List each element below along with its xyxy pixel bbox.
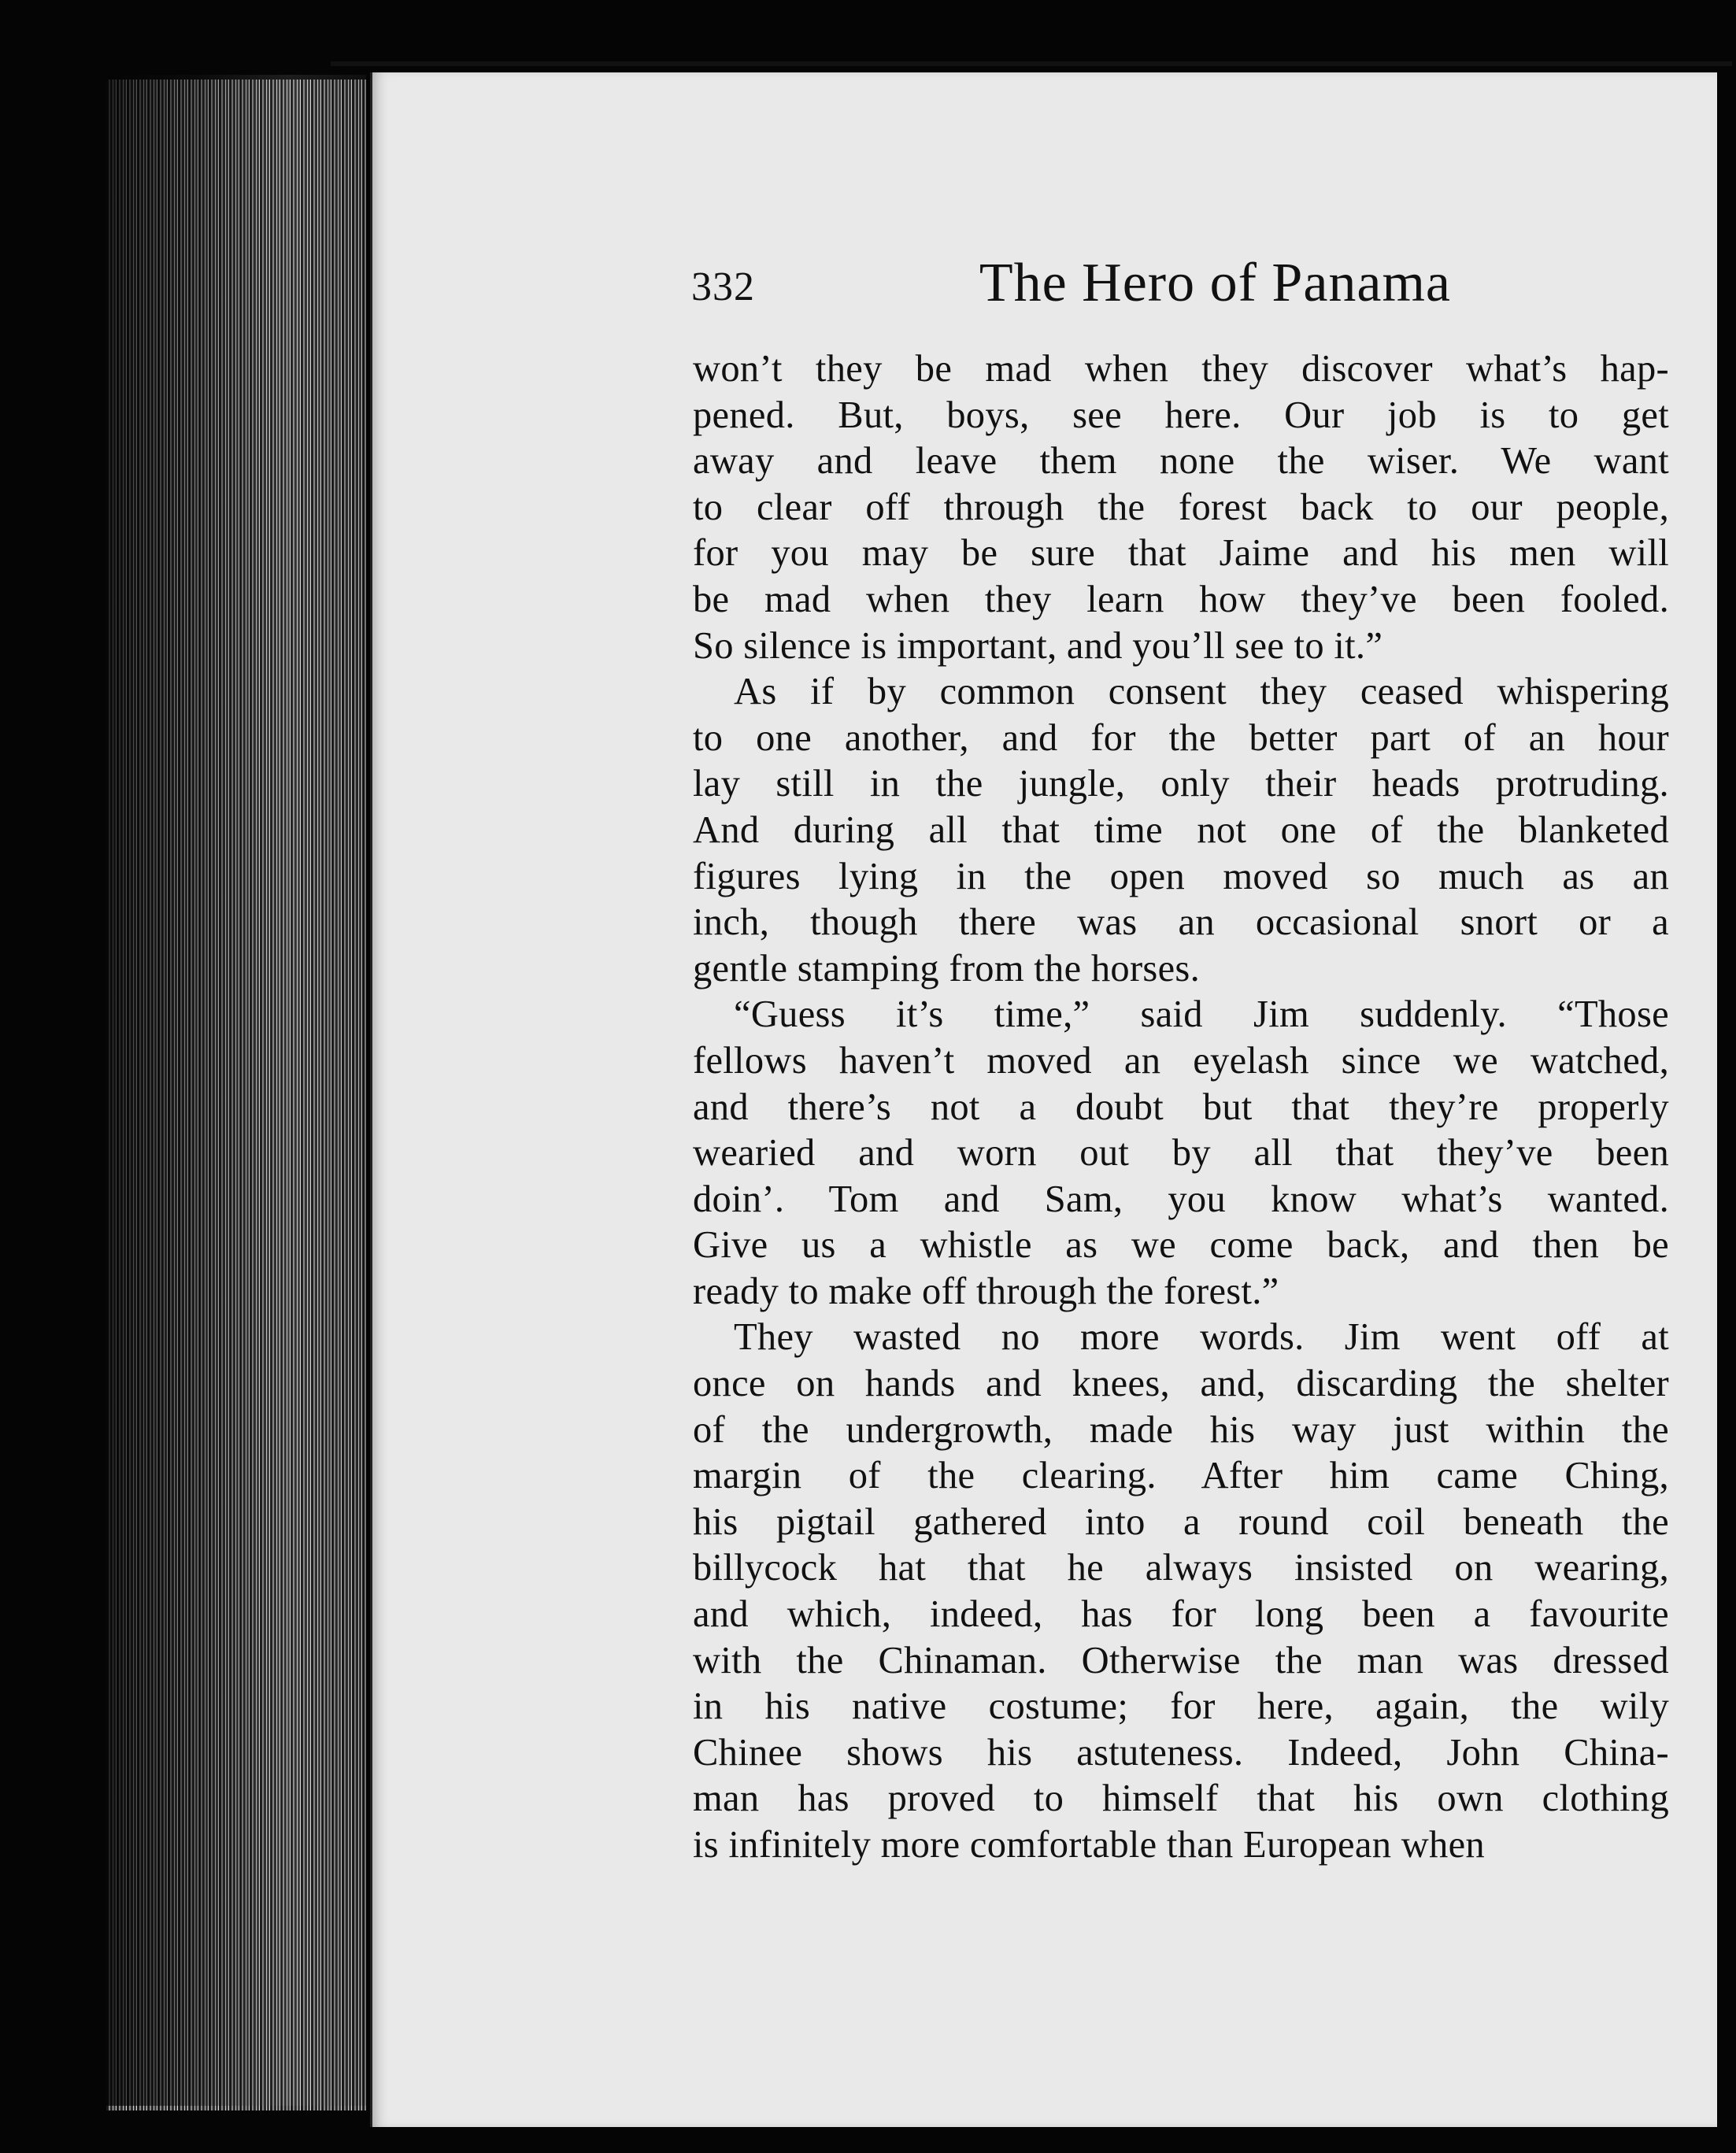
text-line: ready to make off through the forest.” — [693, 1270, 1279, 1312]
text-line: And during all that time not one of the blanketed — [693, 808, 1669, 851]
text-line: man has proved to himself that his own clothing — [693, 1778, 1669, 1820]
text-line: fellows haven’t moved an eyelash since we watched, — [693, 1039, 1669, 1082]
text-line: inch, though there was an occasional snort or a — [693, 901, 1669, 944]
text-line: of the undergrowth, made his way just within the — [693, 1408, 1669, 1451]
text-line: billycock hat that he always insisted on wearing, — [693, 1547, 1669, 1589]
text-line: pened. But, boys, see here. Our job is to get — [693, 394, 1669, 436]
text-line: Give us a whistle as we come back, and then be — [693, 1224, 1669, 1267]
body-text — [693, 346, 1669, 1869]
text-line: away and leave them none the wiser. We want — [693, 440, 1669, 483]
text-line: his pigtail gathered into a round coil beneath the — [693, 1500, 1669, 1543]
text-line: to clear off through the forest back to our people, — [693, 486, 1669, 528]
text-line: “Guess it’s time,” said Jim suddenly. “Those — [734, 993, 1669, 1036]
book-title: The Hero of Panama — [979, 253, 1451, 313]
text-line: once on hands and knees, and, discarding the shelter — [693, 1363, 1669, 1405]
text-line: margin of the clearing. After him came Ching, — [693, 1455, 1669, 1497]
text-line: figures lying in the open moved so much as an — [693, 855, 1669, 897]
page-edges-shadow — [106, 75, 366, 2106]
book-top-edge — [331, 61, 1732, 66]
text-line: They wasted no more words. Jim went off at — [734, 1316, 1669, 1359]
text-line: gentle stamping from the horses. — [693, 947, 1201, 990]
page-number: 332 — [691, 265, 755, 309]
text-line: is infinitely more comfortable than European when — [693, 1824, 1485, 1866]
text-line: with the Chinaman. Otherwise the man was dressed — [693, 1639, 1669, 1681]
text-line: be mad when they learn how they’ve been fooled. — [693, 578, 1669, 620]
text-line: lay still in the jungle, only their heads protruding. — [693, 763, 1669, 805]
text-line: to one another, and for the better part of an hour — [693, 716, 1669, 759]
text-line: in his native costume; for here, again, the wily — [693, 1685, 1669, 1728]
text-line: and which, indeed, has for long been a favourite — [693, 1593, 1669, 1636]
text-line: wearied and worn out by all that they’ve been — [693, 1132, 1669, 1175]
text-line: So silence is important, and you’ll see to it.” — [693, 624, 1383, 667]
running-head — [691, 252, 1486, 315]
text-line: doin’. Tom and Sam, you know what’s wanted. — [693, 1178, 1669, 1220]
text-line: won’t they be mad when they discover what’s hap- — [693, 348, 1669, 390]
text-line: Chinee shows his astuteness. Indeed, John China- — [693, 1731, 1669, 1774]
text-line: for you may be sure that Jaime and his men will — [693, 532, 1669, 575]
text-line: and there’s not a doubt but that they’re properly — [693, 1086, 1669, 1128]
text-line: As if by common consent they ceased whispering — [734, 671, 1669, 713]
